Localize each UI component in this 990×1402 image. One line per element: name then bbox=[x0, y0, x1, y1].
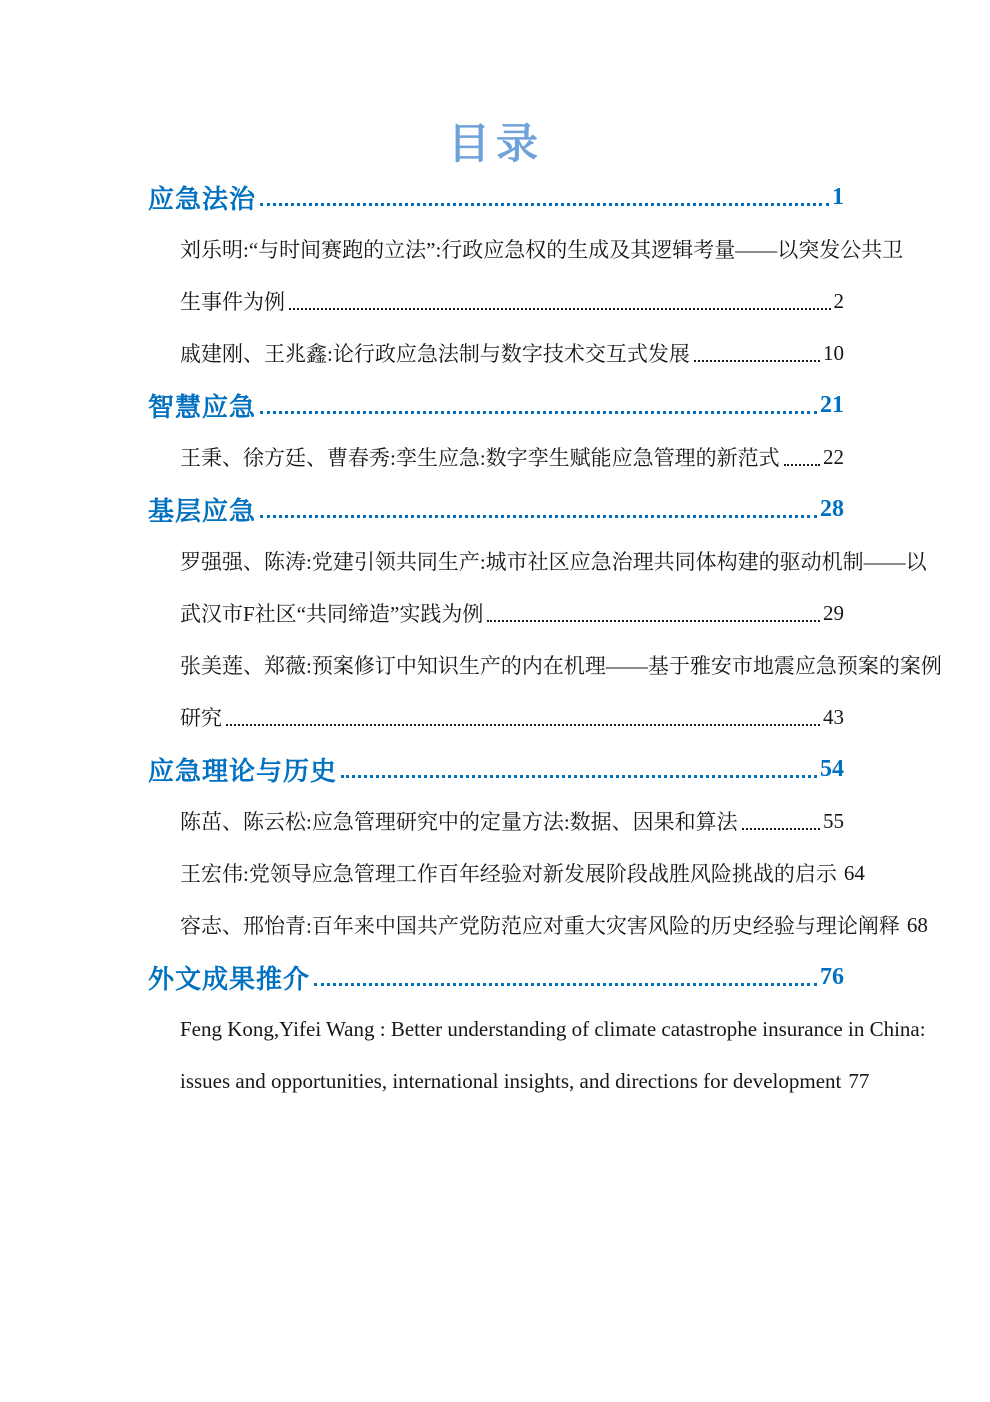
page-number: 1 bbox=[832, 183, 844, 210]
dot-leader bbox=[314, 983, 817, 986]
page-number: 2 bbox=[833, 288, 844, 313]
page-number: 29 bbox=[823, 600, 844, 625]
page-number: 28 bbox=[820, 495, 844, 522]
toc-entry-line-label: 张美莲、郑薇:预案修订中知识生产的内在机理——基于雅安市地震应急预案的案例 bbox=[180, 654, 942, 678]
toc-entry-line-label: Feng Kong,Yifei Wang : Better understanding of climate catastrophe insurance in China: bbox=[180, 1016, 926, 1041]
toc-entry-line[interactable] bbox=[148, 639, 942, 691]
toc-entry-line[interactable] bbox=[148, 275, 844, 327]
dot-leader bbox=[784, 464, 820, 466]
toc-entry-line-label: 刘乐明:“与时间赛跑的立法”:行政应急权的生成及其逻辑考量——以突发公共卫 bbox=[180, 238, 904, 262]
toc-entry-line[interactable] bbox=[148, 223, 904, 275]
toc-entry-line[interactable] bbox=[148, 795, 844, 847]
dot-leader bbox=[742, 828, 820, 830]
toc-entry-line-label: 研究 bbox=[180, 706, 222, 730]
page-number: 64 bbox=[843, 860, 865, 885]
dot-leader bbox=[487, 620, 820, 622]
dot-leader bbox=[341, 775, 817, 778]
toc-section-row[interactable] bbox=[148, 951, 844, 1003]
toc-entry-line[interactable] bbox=[148, 691, 844, 743]
toc-section-row[interactable] bbox=[148, 379, 844, 431]
dot-leader bbox=[694, 360, 820, 362]
toc-entry-line-label: issues and opportunities, international insights, and directions for development bbox=[180, 1068, 842, 1093]
page-number: 68 bbox=[906, 912, 928, 937]
toc bbox=[148, 171, 942, 1107]
dot-leader bbox=[260, 203, 829, 206]
toc-entry-line-label: 生事件为例 bbox=[180, 290, 285, 314]
page-number: 43 bbox=[823, 704, 844, 729]
dot-leader bbox=[289, 308, 831, 310]
page-number: 22 bbox=[823, 444, 844, 469]
toc-content bbox=[148, 119, 942, 1107]
toc-entry-line-label: 罗强强、陈涛:党建引领共同生产:城市社区应急治理共同体构建的驱动机制——以 bbox=[180, 550, 927, 574]
dot-leader bbox=[260, 515, 817, 518]
toc-section-row[interactable] bbox=[148, 483, 844, 535]
toc-entry-line[interactable] bbox=[148, 899, 928, 951]
toc-entry-line[interactable] bbox=[148, 587, 844, 639]
toc-entry-line[interactable] bbox=[148, 847, 865, 899]
toc-entry-line[interactable] bbox=[148, 535, 927, 587]
toc-section-row-label: 应急法治 bbox=[148, 183, 257, 214]
toc-entry-line-label: 容志、邢怡青:百年来中国共产党防范应对重大灾害风险的历史经验与理论阐释 bbox=[180, 914, 900, 938]
toc-section-row[interactable] bbox=[148, 171, 844, 223]
toc-entry-line[interactable] bbox=[148, 327, 844, 379]
page-number: 10 bbox=[823, 340, 844, 365]
page-number: 21 bbox=[820, 391, 844, 418]
toc-entry-line-label: 王宏伟:党领导应急管理工作百年经验对新发展阶段战胜风险挑战的启示 bbox=[180, 862, 837, 886]
dot-leader bbox=[260, 411, 817, 414]
toc-entry-line-label: 王秉、徐方廷、曹春秀:孪生应急:数字孪生赋能应急管理的新范式 bbox=[180, 446, 780, 470]
toc-entry-line[interactable] bbox=[148, 1055, 870, 1107]
toc-entry-line-label: 陈茁、陈云松:应急管理研究中的定量方法:数据、因果和算法 bbox=[180, 810, 738, 834]
page-number: 77 bbox=[848, 1068, 870, 1093]
toc-section-row-label: 基层应急 bbox=[148, 495, 257, 526]
toc-entry-line-label: 戚建刚、王兆鑫:论行政应急法制与数字技术交互式发展 bbox=[180, 342, 690, 366]
page-number: 55 bbox=[823, 808, 844, 833]
toc-section-row-label: 应急理论与历史 bbox=[148, 755, 338, 786]
toc-section-row-label: 外文成果推介 bbox=[148, 963, 311, 994]
page-title: 目录 bbox=[447, 120, 544, 167]
toc-section-row[interactable] bbox=[148, 743, 844, 795]
toc-entry-line-label: 武汉市F社区“共同缔造”实践为例 bbox=[180, 602, 484, 626]
toc-section-row-label: 智慧应急 bbox=[148, 391, 257, 422]
page-number: 54 bbox=[820, 755, 844, 782]
page-number: 76 bbox=[820, 963, 844, 990]
dot-leader bbox=[226, 724, 820, 726]
toc-entry-line[interactable] bbox=[148, 431, 844, 483]
toc-entry-line[interactable] bbox=[148, 1003, 926, 1055]
